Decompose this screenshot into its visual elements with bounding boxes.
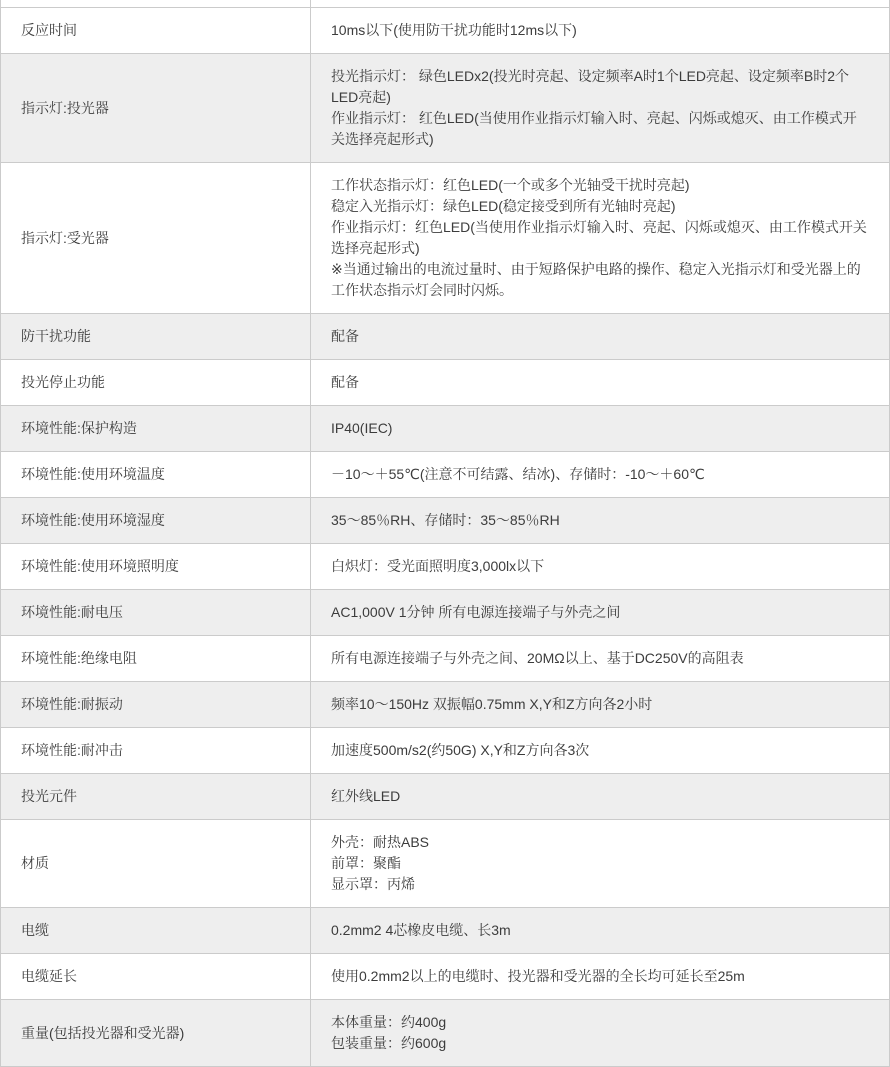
spec-value-line: ※当通过输出的电流过量时、由于短路保护电路的操作、稳定入光指示灯和受光器上的工作状态指示灯会同时闪烁。: [331, 261, 861, 298]
table-row: [1, 452, 889, 498]
spec-label: 防干扰功能: [21, 328, 91, 344]
spec-value-cell: [311, 452, 889, 497]
spec-label-cell: [1, 908, 311, 953]
spec-value-line: 0.2mm2 4芯橡皮电缆、长3m: [331, 922, 511, 938]
spec-value-line: －10～＋55℃(注意不可结露、结冰)、存储时：-10～＋60℃: [331, 466, 705, 482]
spec-value-line: 包装重量：约600g: [331, 1035, 447, 1051]
spec-value-cell: [311, 54, 889, 162]
table-row: [1, 682, 889, 728]
spec-value-lines: [331, 832, 869, 895]
table-row: [1, 728, 889, 774]
spec-value-lines: [331, 418, 869, 439]
spec-label: 材质: [21, 855, 49, 871]
spec-value-lines: [331, 602, 869, 623]
spec-label-cell: [1, 314, 311, 359]
table-row-partial: [1, 0, 889, 8]
spec-label: 环境性能:保护构造: [21, 420, 137, 436]
table-row: [1, 774, 889, 820]
table-row: [1, 54, 889, 163]
spec-label: 指示灯:投光器: [21, 99, 109, 116]
table-row: [1, 820, 889, 908]
spec-value-lines: [331, 66, 869, 150]
spec-value-cell: [311, 544, 889, 589]
spec-value-cell: [311, 590, 889, 635]
spec-label: 环境性能:使用环境湿度: [21, 512, 165, 528]
spec-value-line: 稳定入光指示灯：绿色LED(稳定接受到所有光轴时亮起): [331, 198, 676, 214]
spec-value-lines: [331, 326, 869, 347]
spec-value-cell: [311, 728, 889, 773]
spec-value-cell: [311, 8, 889, 53]
spec-label: 重量(包括投光器和受光器): [21, 1024, 185, 1041]
spec-value-lines: [331, 920, 869, 941]
spec-value-line: 显示罩：丙烯: [331, 876, 415, 892]
spec-value-line: AC1,000V 1分钟 所有电源连接端子与外壳之间: [331, 604, 621, 620]
spec-value-line: 工作状态指示灯：红色LED(一个或多个光轴受干扰时亮起): [331, 177, 690, 193]
spec-label-cell: [1, 406, 311, 451]
spec-label: 环境性能:绝缘电阻: [21, 650, 137, 666]
spec-value-line: IP40(IEC): [331, 420, 393, 436]
spec-value-cell: [311, 908, 889, 953]
table-row: [1, 314, 889, 360]
spec-label-cell: [1, 636, 311, 681]
spec-value-lines: [331, 1012, 869, 1054]
spec-label: 环境性能:使用环境照明度: [21, 558, 179, 574]
spec-value-lines: [331, 786, 869, 807]
spec-value-lines: [331, 556, 869, 577]
spec-value-cell: [311, 820, 889, 907]
spec-value-line: 所有电源连接端子与外壳之间、20MΩ以上、基于DC250V的高阻表: [331, 650, 744, 666]
spec-label-cell: [1, 498, 311, 543]
spec-value-cell: [311, 314, 889, 359]
spec-value-lines: [331, 740, 869, 761]
spec-label: 环境性能:耐电压: [21, 604, 123, 620]
spec-label-cell: [1, 163, 311, 313]
table-row: [1, 908, 889, 954]
spec-value-line: 使用0.2mm2以上的电缆时、投光器和受光器的全长均可延长至25m: [331, 968, 745, 984]
spec-value-lines: [331, 20, 869, 41]
spec-label: 反应时间: [21, 22, 77, 38]
spec-value-cell: [311, 406, 889, 451]
spec-label-cell: [1, 954, 311, 999]
spec-value-line: 前罩：聚酯: [331, 855, 401, 871]
spec-value-line: 本体重量：约400g: [331, 1014, 447, 1030]
spec-value-line: 作业指示灯：红色LED(当使用作业指示灯输入时、亮起、闪烁或熄灭、由工作模式开关选择亮起形式): [331, 219, 867, 256]
spec-value-line: 作业指示灯： 红色LED(当使用作业指示灯输入时、亮起、闪烁或熄灭、由工作模式开关选择亮起形式): [331, 110, 857, 147]
spec-label-cell: [1, 682, 311, 727]
spec-label-cell: [1, 590, 311, 635]
spec-value-cell: [311, 954, 889, 999]
spec-value-cell: [311, 774, 889, 819]
spec-value-cell: [311, 163, 889, 313]
table-row: [1, 544, 889, 590]
spec-value-lines: [331, 648, 869, 669]
table-row: [1, 406, 889, 452]
table-row: [1, 360, 889, 406]
spec-label-cell: [1, 544, 311, 589]
spec-label-cell: [1, 8, 311, 53]
table-row: [1, 8, 889, 54]
spec-label-cell: [1, 0, 311, 7]
spec-label: 指示灯:受光器: [21, 229, 109, 246]
spec-value-line: 频率10～150Hz 双振幅0.75mm X,Y和Z方向各2小时: [331, 696, 653, 712]
table-row: [1, 636, 889, 682]
spec-value-lines: [331, 464, 869, 485]
spec-value-line: 配备: [331, 328, 359, 344]
spec-value-lines: [331, 966, 869, 987]
spec-label-cell: [1, 728, 311, 773]
spec-value-line: 加速度500m/s2(约50G) X,Y和Z方向各3次: [331, 742, 590, 758]
spec-label: 电缆: [21, 922, 49, 938]
spec-table-rows: [1, 8, 889, 1067]
spec-label: 环境性能:耐振动: [21, 696, 123, 712]
spec-value-line: 35～85％RH、存储时：35～85％RH: [331, 512, 560, 528]
spec-value-line: 投光指示灯： 绿色LEDx2(投光时亮起、设定频率A时1个LED亮起、设定频率B时2个LED亮起): [331, 68, 850, 105]
table-row: [1, 954, 889, 1000]
table-row: [1, 498, 889, 544]
spec-value-cell: [311, 360, 889, 405]
spec-label: 电缆延长: [21, 968, 77, 984]
spec-label-cell: [1, 360, 311, 405]
spec-label-cell: [1, 452, 311, 497]
spec-value-line: 外壳：耐热ABS: [331, 834, 430, 850]
spec-value-cell: [311, 0, 889, 7]
table-row: [1, 1000, 889, 1067]
spec-value-line: 红外线LED: [331, 788, 401, 804]
spec-label: 环境性能:使用环境温度: [21, 466, 165, 482]
spec-label-cell: [1, 774, 311, 819]
spec-value-line: 白炽灯：受光面照明度3,000lx以下: [331, 558, 545, 574]
spec-label: 投光元件: [21, 788, 77, 804]
spec-value-cell: [311, 636, 889, 681]
spec-value-line: 10ms以下(使用防干扰功能时12ms以下): [331, 22, 577, 38]
spec-label-cell: [1, 820, 311, 907]
spec-value-cell: [311, 682, 889, 727]
table-row: [1, 590, 889, 636]
spec-value-lines: [331, 175, 869, 301]
spec-value-line: 配备: [331, 374, 359, 390]
spec-value-cell: [311, 498, 889, 543]
table-row: [1, 163, 889, 314]
spec-label-cell: [1, 1000, 311, 1066]
spec-value-lines: [331, 694, 869, 715]
spec-label: 环境性能:耐冲击: [21, 742, 123, 758]
spec-value-cell: [311, 1000, 889, 1066]
spec-label: 投光停止功能: [21, 374, 105, 390]
spec-value-lines: [331, 372, 869, 393]
spec-value-lines: [331, 510, 869, 531]
spec-label-cell: [1, 54, 311, 162]
